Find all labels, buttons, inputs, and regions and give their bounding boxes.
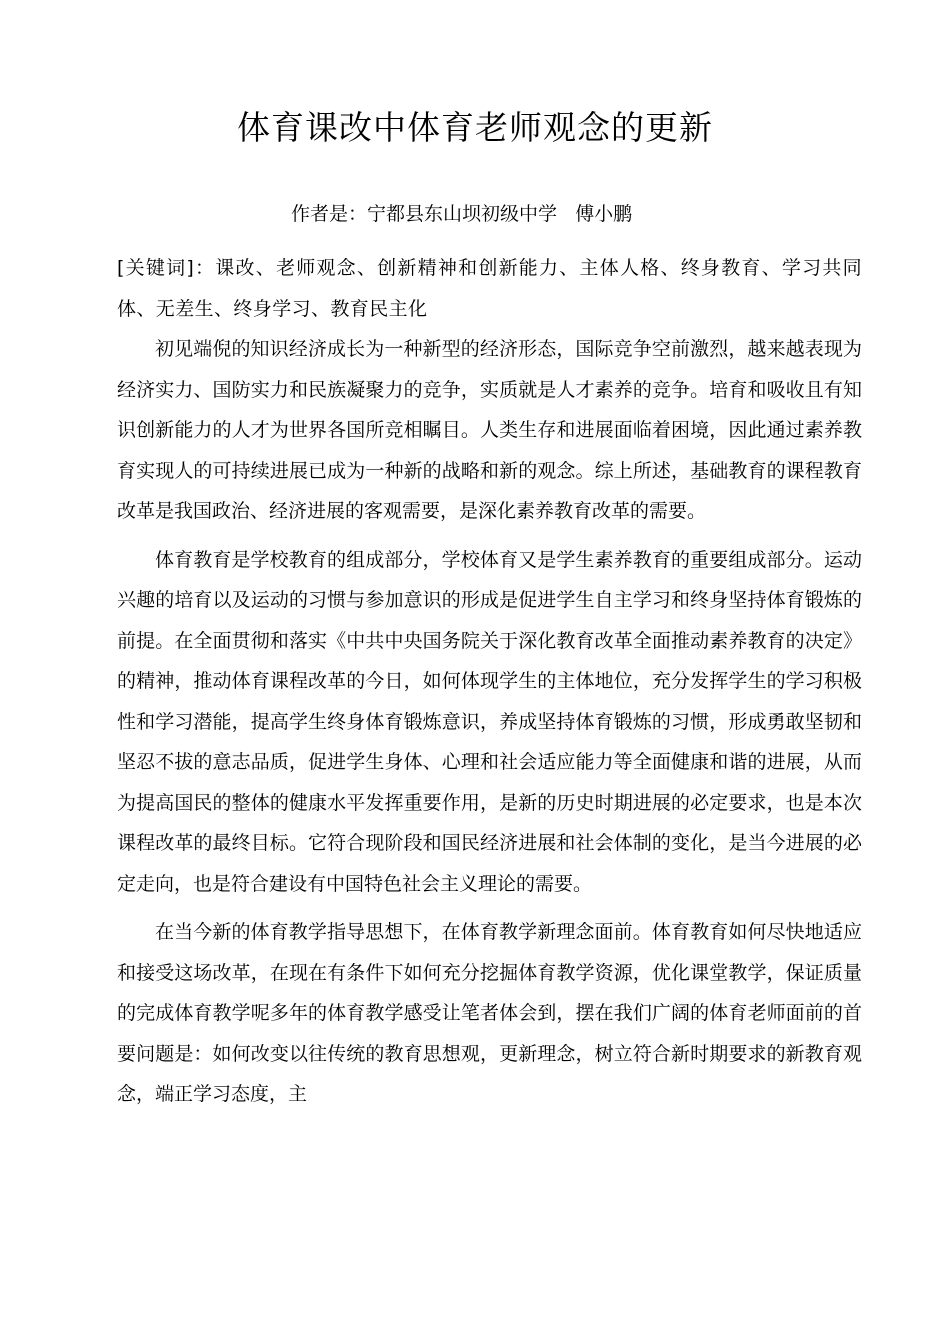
document-title: 体育课改中体育老师观念的更新 [237, 108, 713, 147]
paragraph-1: 初见端倪的知识经济成长为一种新型的经济形态，国际竞争空前激烈，越来越表现为经济实力、国防实力和民族凝聚力的竞争，实质就是人才素养的竞争。培育和吸收且有知识创新能力的人才为世界各国所竞相瞩目。人类生存和进展面临着困境，因此通过素养教育实现人的可持续进展已成为一种新的战略和新的观念。综上所述，基础教育的课程教育改革是我国政治、经济进展的客观需要，是深化素养教育改革的需要。 [117, 338, 862, 522]
keywords-line: [关键词]：课改、老师观念、创新精神和创新能力、主体人格、终身教育、学习共同体、无差生、终身学习、教育民主化 [117, 257, 862, 320]
paragraph-2: 体育教育是学校教育的组成部分，学校体育又是学生素养教育的重要组成部分。运动兴趣的培育以及运动的习惯与参加意识的形成是促进学生自主学习和终身坚持体育锻炼的前提。在全面贯彻和落实《中共中央国务院关于深化教育改革全面推动素养教育的决定》的精神，推动体育课程改革的今日，如何体现学生的主体地位，充分发挥学生的学习积极性和学习潜能，提高学生终身体育锻炼意识，养成坚持体育锻炼的习惯，形成勇敢坚韧和坚忍不拔的意志品质，促进学生身体、心理和社会适应能力等全面健康和谐的进展，从而为提高国民的整体的健康水平发挥重要作用，是新的历史时期进展的必定要求，也是本次课程改革的最终目标。它符合现阶段和国民经济进展和社会体制的变化，是当今进展的必定走向，也是符合建设有中国特色社会主义理论的需要。 [117, 548, 862, 895]
paragraph-3: 在当今新的体育教学指导思想下，在体育教学新理念面前。体育教育如何尽快地适应和接受这场改革，在现在有条件下如何充分挖掘体育教学资源，优化课堂教学，保证质量的完成体育教学呢多年的体育教学感受让笔者体会到，摆在我们广阔的体育老师面前的首要问题是：如何改变以往传统的教育思想观，更新理念，树立符合新时期要求的新教育观念，端正学习态度，主 [117, 921, 862, 1105]
document-body [117, 248, 862, 1115]
author-line: 作者是：宁都县东山坝初级中学 傅小鹏 [291, 203, 633, 225]
